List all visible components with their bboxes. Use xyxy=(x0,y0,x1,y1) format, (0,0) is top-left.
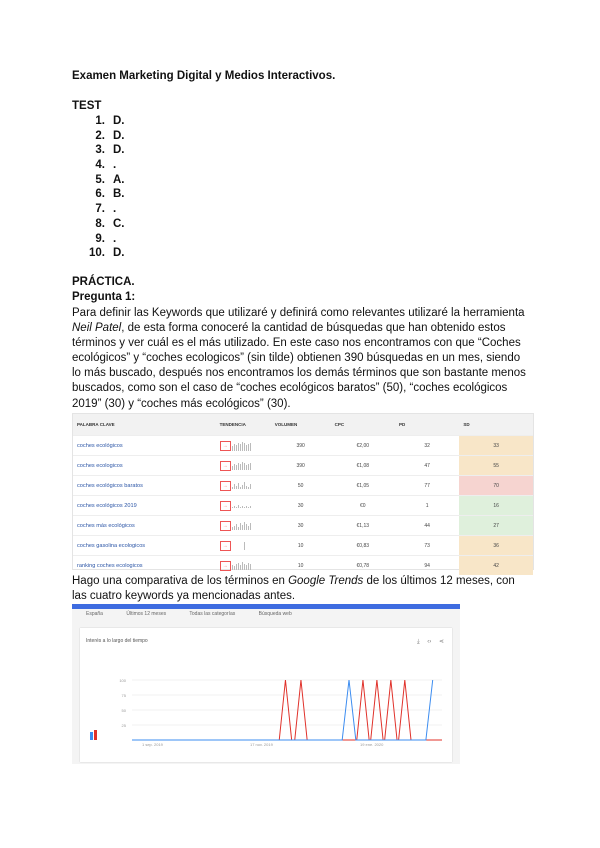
trend-cell xyxy=(216,456,271,476)
trend-icon: → xyxy=(220,501,231,511)
trend-icon: → xyxy=(220,441,231,451)
volume-cell: 50 xyxy=(271,476,331,496)
sparkline xyxy=(232,482,252,491)
trends-top-bar xyxy=(72,604,460,609)
column-header: VOLUMEN xyxy=(271,414,331,436)
answer-item: 6. B. xyxy=(95,188,125,201)
volume-cell: 390 xyxy=(271,436,331,456)
keyword-cell[interactable]: ranking coches ecologicos xyxy=(73,556,216,576)
pd-cell: 77 xyxy=(395,476,459,496)
trend-icon: → xyxy=(220,541,231,551)
trend-cell xyxy=(216,496,271,516)
tool-name: Neil Patel xyxy=(72,322,122,335)
volume-cell: 10 xyxy=(271,556,331,576)
x-tick-label: 19 ene. 2020 xyxy=(360,742,384,747)
filter-search-type: Búsqueda web xyxy=(258,611,292,617)
interest-card-title: Interés a lo largo del tiempo xyxy=(86,638,148,644)
pd-cell: 73 xyxy=(395,536,459,556)
pregunta-heading: Pregunta 1: xyxy=(72,291,136,303)
trend-cell xyxy=(216,536,271,556)
table-header-row xyxy=(73,414,533,436)
table-row xyxy=(73,456,533,476)
sd-cell: 70 xyxy=(459,476,533,496)
answer-item: 2. D. xyxy=(95,129,125,142)
share-icon: ⋖ xyxy=(438,639,444,645)
volume-cell: 30 xyxy=(271,516,331,536)
trend-icon: → xyxy=(220,561,231,571)
x-tick-label: 17 nov. 2019 xyxy=(250,742,273,747)
cpc-cell: €0 xyxy=(331,496,395,516)
interest-chart xyxy=(80,628,452,762)
keyword-cell[interactable]: coches gasolina ecologicos xyxy=(73,536,216,556)
answer-item: 5. A. xyxy=(95,173,125,186)
answer-item: 1. D. xyxy=(95,115,125,127)
answer-item: 10. D. xyxy=(89,247,125,260)
average-bar-blue xyxy=(90,732,93,740)
answer-item: 3. D. xyxy=(95,144,125,157)
interest-card xyxy=(80,628,452,762)
sparkline xyxy=(232,562,252,571)
sd-cell: 33 xyxy=(459,436,533,456)
answer-list xyxy=(72,114,125,261)
sparkline xyxy=(232,522,252,531)
keyword-cell[interactable]: coches ecológicos baratos xyxy=(73,476,216,496)
column-header: PALABRA CLAVE xyxy=(73,414,216,436)
x-tick-label: 1 sep. 2019 xyxy=(142,742,163,747)
keyword-cell[interactable]: coches ecologicos xyxy=(73,456,216,476)
pd-cell: 47 xyxy=(395,456,459,476)
trends-paragraph: Hago una comparativa de los términos en Google Trends de los últimos 12 meses, con las cuatro keywords ya mencionadas antes. xyxy=(72,575,515,603)
table-row xyxy=(73,556,533,576)
trend-cell xyxy=(216,556,271,576)
answer-item: 4. . xyxy=(95,159,117,172)
volume-cell: 10 xyxy=(271,536,331,556)
table-row xyxy=(73,496,533,516)
keyword-cell[interactable]: coches más ecológicos xyxy=(73,516,216,536)
test-heading: TEST xyxy=(72,100,102,112)
volume-cell: 390 xyxy=(271,456,331,476)
column-header: SD xyxy=(459,414,533,436)
trends-filters xyxy=(86,611,314,617)
embed-icon: ‹› xyxy=(427,639,432,645)
y-tick-label: 100 xyxy=(119,678,126,683)
y-tick-label: 25 xyxy=(121,723,126,728)
volume-cell: 30 xyxy=(271,496,331,516)
table-row xyxy=(73,476,533,496)
sd-cell: 55 xyxy=(459,456,533,476)
sd-cell: 36 xyxy=(459,536,533,556)
filter-region: España xyxy=(86,611,103,617)
trend-icon: → xyxy=(220,521,231,531)
pd-cell: 44 xyxy=(395,516,459,536)
table-row xyxy=(73,536,533,556)
cpc-cell: €1,05 xyxy=(331,476,395,496)
pd-cell: 1 xyxy=(395,496,459,516)
y-tick-label: 75 xyxy=(121,693,126,698)
sparkline xyxy=(232,502,252,511)
sparkline xyxy=(232,462,252,471)
cpc-cell: €0,83 xyxy=(331,536,395,556)
practica-heading: PRÁCTICA. xyxy=(72,276,135,288)
sd-cell: 27 xyxy=(459,516,533,536)
keyword-table xyxy=(72,413,534,570)
table-row xyxy=(73,436,533,456)
sd-cell: 16 xyxy=(459,496,533,516)
trend-icon: → xyxy=(220,481,231,491)
pd-cell: 32 xyxy=(395,436,459,456)
sd-cell: 42 xyxy=(459,556,533,576)
answer-item: 7. . xyxy=(95,203,117,216)
y-tick-label: 50 xyxy=(121,708,126,713)
download-icon: ⤓ xyxy=(416,639,420,645)
answer-item: 9. . xyxy=(95,232,117,245)
answer-item: 8. C. xyxy=(95,217,125,230)
average-bar-red xyxy=(94,730,97,740)
trend-cell xyxy=(216,516,271,536)
trends-screenshot xyxy=(72,604,460,764)
column-header: CPC xyxy=(331,414,395,436)
table-row xyxy=(73,516,533,536)
tool-name: Google Trends xyxy=(288,575,364,587)
cpc-cell: €2,00 xyxy=(331,436,395,456)
cpc-cell: €1,13 xyxy=(331,516,395,536)
column-header: PD xyxy=(395,414,459,436)
keyword-cell[interactable]: coches ecológicos 2019 xyxy=(73,496,216,516)
column-header: TENDENCIA xyxy=(216,414,271,436)
document-title: Examen Marketing Digital y Medios Interactivos. xyxy=(72,70,336,82)
filter-period: Últimos 12 meses xyxy=(126,611,167,617)
trend-cell xyxy=(216,436,271,456)
filter-category: Todas las categorías xyxy=(189,611,236,617)
trend-icon: → xyxy=(220,461,231,471)
cpc-cell: €1,08 xyxy=(331,456,395,476)
sparkline xyxy=(232,542,252,551)
trend-cell xyxy=(216,476,271,496)
pd-cell: 94 xyxy=(395,556,459,576)
keyword-cell[interactable]: coches ecológicos xyxy=(73,436,216,456)
pregunta-paragraph: Para definir las Keywords que utilizaré y definirá como relevantes utilizaré la herramienta Neil Patel, de esta forma conoceré la cantidad de búsquedas que han obtenido estos términos y ver cuál es el más utilizado. En este caso nos encontramos con que “Coches ecológicos” y “coches ecologicos” (sin tilde) obtienen 390 búsquedas en un mes, siendo lo más buscado, después nos encontramos los demás términos que son bastante menos buscados, como son el caso de “coches ecológicos baratos” (50), “coches ecológicos 2019” (30) y “coches más ecológicos” (30). xyxy=(72,307,526,410)
sparkline xyxy=(232,442,252,451)
cpc-cell: €0,78 xyxy=(331,556,395,576)
